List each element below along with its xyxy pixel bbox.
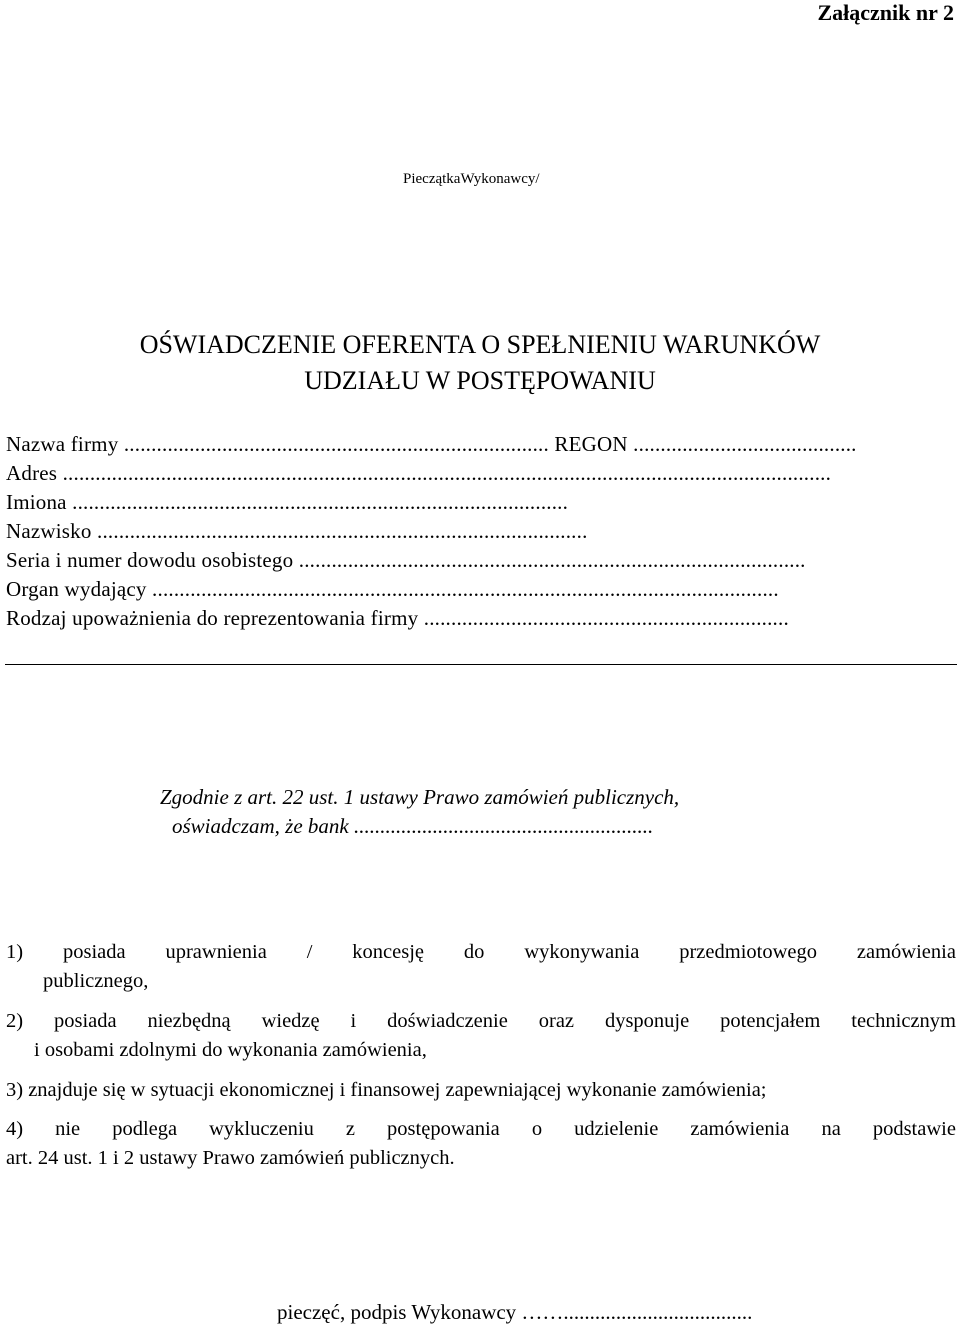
word: podlega [112, 1118, 178, 1140]
word: niezbędną [147, 1010, 231, 1032]
word: posiada [62, 941, 126, 963]
word: technicznym [851, 1010, 956, 1032]
word: dysponuje [604, 1010, 690, 1032]
word: i [350, 1010, 357, 1032]
word: / [306, 941, 313, 963]
list-item-2-line1 [6, 1007, 956, 1036]
word: 2) [6, 1010, 24, 1032]
list-item-4-line1 [6, 1115, 956, 1144]
document-title-line1: OŚWIADCZENIE OFERENTA O SPEŁNIENIU WARUNKÓW [139, 330, 821, 359]
annex-label: Załącznik nr 2 [817, 0, 954, 25]
word: zamówienia [690, 1118, 790, 1140]
word: posiada [54, 1010, 117, 1032]
word: udzielenie [574, 1118, 659, 1140]
field-issuing-authority: Organ wydający ................................................................................................................... [6, 577, 779, 601]
word: 1) [6, 941, 24, 963]
list-item-4 [6, 1115, 956, 1173]
word: potencjałem [720, 1010, 821, 1032]
signature-line: pieczęć, podpis Wykonawcy …….................................... [277, 1300, 753, 1324]
word: 4) [6, 1118, 24, 1140]
word: przedmiotowego [679, 941, 817, 963]
word: nie [55, 1118, 81, 1140]
list-item-2-line2: i osobami zdolnymi do wykonania zamówienia, [34, 1039, 427, 1061]
list-item-2 [6, 1007, 956, 1065]
word: z [345, 1118, 356, 1140]
word: wykonywania [524, 941, 640, 963]
list-item-1-line1 [6, 938, 956, 967]
stamp-label: PieczątkaWykonawcy/ [403, 171, 540, 187]
field-first-name: Imiona ........................................................................................... [6, 490, 569, 514]
word: zamówienia [856, 941, 956, 963]
document-title-line2: UDZIAŁU W POSTĘPOWANIU [304, 366, 656, 395]
statement-line2: oświadczam, że bank ......................................................... [172, 814, 654, 838]
list-item-4-line2: art. 24 ust. 1 i 2 ustawy Prawo zamówień publicznych. [6, 1147, 455, 1169]
word: oraz [538, 1010, 575, 1032]
field-last-name: Nazwisko .......................................................................................... [6, 519, 588, 543]
field-authorization: Rodzaj upoważnienia do reprezentowania firmy ................................................................... [6, 606, 789, 630]
section-divider [5, 664, 957, 665]
field-address: Adres ............................................................................................................................................. [6, 461, 832, 485]
word: na [821, 1118, 841, 1140]
word: do [463, 941, 485, 963]
word: wykluczeniu [209, 1118, 314, 1140]
statement-line1: Zgodnie z art. 22 ust. 1 ustawy Prawo zamówień publicznych, [160, 785, 680, 809]
list-item-3 [6, 1076, 956, 1105]
word: doświadczenie [387, 1010, 508, 1032]
list-item-1 [6, 938, 956, 996]
word: postępowania [387, 1118, 500, 1140]
list-item-1-line2: publicznego, [43, 970, 149, 992]
word: o [531, 1118, 543, 1140]
word: uprawnienia [165, 941, 267, 963]
list-item-3-line1: 3) znajduje się w sytuacji ekonomicznej i finansowej zapewniającej wykonanie zamówienia; [6, 1079, 767, 1101]
word: podstawie [872, 1118, 956, 1140]
word: koncesję [352, 941, 425, 963]
field-company-regon: Nazwa firmy .............................................................................. REGON ......................................... [6, 432, 857, 456]
field-id-document: Seria i numer dowodu osobistego ............................................................................................. [6, 548, 806, 572]
word: wiedzę [261, 1010, 320, 1032]
